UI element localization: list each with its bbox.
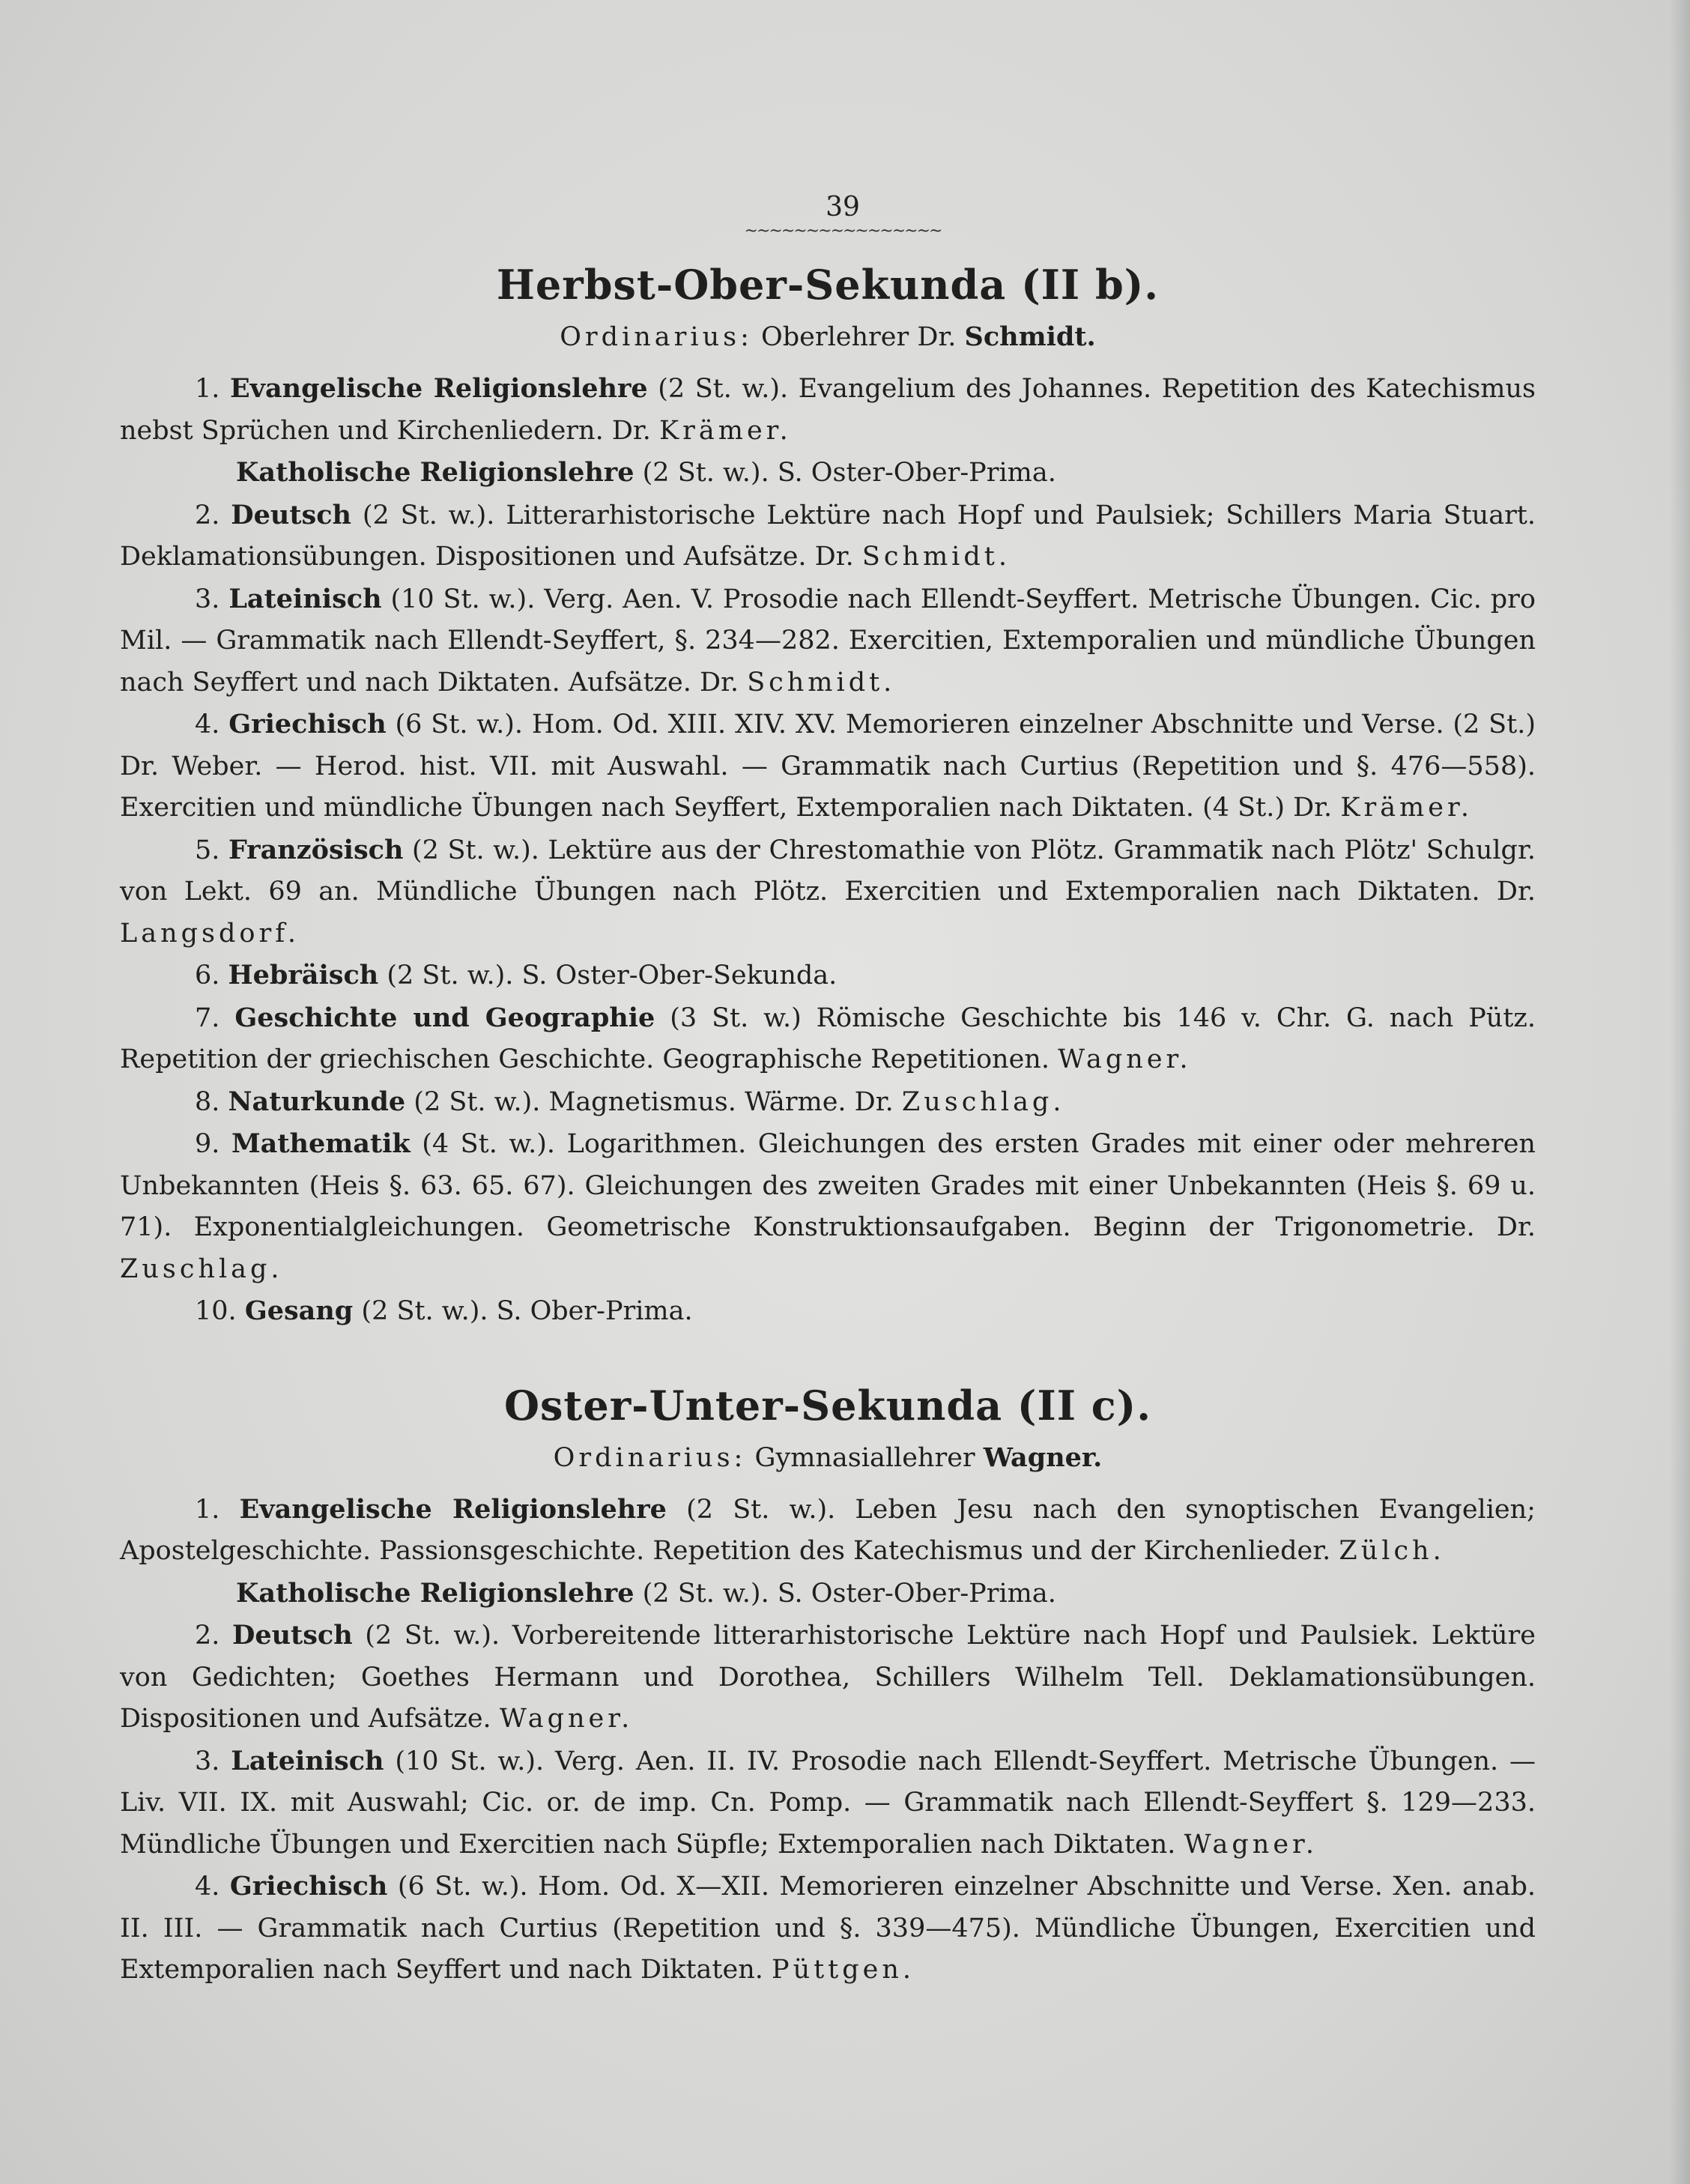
subject-number: 5.	[195, 835, 220, 865]
subject-number: 1.	[195, 1494, 220, 1525]
subject-teacher: Wagner.	[1058, 1044, 1192, 1074]
page-edge-shadow	[1669, 0, 1690, 2184]
subject-entry	[120, 1123, 1536, 1290]
subject-name: Evangelische Religionslehre	[229, 373, 648, 404]
subject-entry	[120, 494, 1536, 578]
subject-text: (2 St. w.). S. Oster-Ober-Sekunda.	[387, 961, 838, 990]
subject-name: Geschichte und Geographie	[234, 1002, 655, 1033]
subject-name: Griechisch	[228, 709, 387, 739]
section-ii-b	[120, 260, 1536, 1333]
subject-name: Katholische Religionslehre	[236, 1577, 634, 1609]
subject-number: 3.	[195, 1746, 220, 1776]
subject-text: (2 St. w.). Evangelium des Johannes. Repetition des Katechismus nebst Sprüchen und Kirchenliedern. Dr.	[120, 374, 1536, 446]
subject-name: Lateinisch	[228, 583, 382, 614]
subject-entry	[120, 1866, 1536, 1991]
subject-teacher: Krämer.	[659, 415, 792, 446]
ordinarius-name: Schmidt.	[964, 321, 1096, 352]
section-title: Oster-Unter-Sekunda (II c).	[503, 1381, 1152, 1430]
subject-teacher: Zülch.	[1339, 1536, 1445, 1566]
subject-entry	[120, 829, 1536, 955]
subject-text: (4 St. w.). Logarithmen. Gleichungen des ersten Grades mit einer oder mehreren Unbekannten (Heis §. 63. 65. 67). Gleichungen des zweiten Grades mit einer Unbekannten (Heis §. 69 u. 71). Exponentialgleichungen. Geometrische Konstruktionsaufgaben. Beginn der Trigonometrie. Dr.	[120, 1129, 1536, 1242]
ordinarius-line	[120, 320, 1536, 354]
subject-number: 6.	[195, 961, 220, 990]
ordinarius-title: Oberlehrer Dr.	[761, 322, 957, 352]
subject-number: 2.	[195, 1621, 220, 1651]
section-ii-c	[120, 1381, 1536, 1991]
subject-entry	[120, 1615, 1536, 1740]
subject-name: Französisch	[228, 834, 404, 865]
subject-number: 7.	[195, 1002, 220, 1033]
subject-name: Mathematik	[231, 1128, 411, 1159]
subject-entry	[120, 1081, 1536, 1124]
subject-number: 4.	[195, 710, 220, 739]
subject-name: Evangelische Religionslehre	[239, 1493, 667, 1525]
subject-name: Deutsch	[231, 499, 351, 530]
subject-entry	[120, 578, 1536, 704]
subject-number: 8.	[195, 1086, 220, 1117]
subject-name: Hebräisch	[228, 960, 379, 990]
page-content	[120, 191, 1536, 1991]
subject-number: 3.	[195, 584, 220, 614]
subject-name: Naturkunde	[228, 1086, 406, 1117]
subject-text: (6 St. w.). Hom. Od. X—XII. Memorieren einzelner Abschnitte und Verse. Xen. anab. II. III. — Grammatik nach Curtius (Repetition und §. 339—475). Mündliche Übungen, Exercitien und Extemporalien nach Seyffert und nach Diktaten.	[120, 1872, 1536, 1985]
subject-text: (6 St. w.). Hom. Od. XIII. XIV. XV. Memorieren einzelner Abschnitte und Verse. (2 St.) Dr. Weber. — Herod. hist. VII. mit Auswahl. — Grammatik nach Curtius (Repetition und §. 476—558). Exercitien und mündliche Übungen nach Seyffert, Extemporalien nach Diktaten. (4 St.) Dr.	[120, 710, 1536, 823]
subject-name: Lateinisch	[231, 1745, 384, 1776]
section-title: Herbst-Ober-Sekunda (II b).	[496, 261, 1160, 309]
subject-name: Katholische Religionslehre	[236, 457, 634, 488]
subject-entry	[120, 1573, 1536, 1615]
subject-name: Gesang	[244, 1295, 354, 1326]
subject-text: (2 St. w.). Lektüre aus der Chrestomathie von Plötz. Grammatik nach Plötz' Schulgr. von Lekt. 69 an. Mündliche Übungen nach Plötz. Exercitien und Extemporalien nach Diktaten. Dr.	[120, 835, 1536, 907]
subject-text: (10 St. w.). Verg. Aen. V. Prosodie nach Ellendt-Seyffert. Metrische Übungen. Cic. pro Mil. — Grammatik nach Ellendt-Seyffert, §. 234—282. Exercitien, Extemporalien und mündliche Übungen nach Seyffert und nach Diktaten. Aufsätze. Dr.	[120, 584, 1536, 698]
subject-entry	[120, 704, 1536, 829]
subject-number: 2.	[195, 500, 220, 530]
subject-entry	[120, 1740, 1536, 1866]
ordinarius-name: Wagner.	[983, 1442, 1103, 1473]
subject-text: (2 St. w.). S. Oster-Ober-Prima.	[642, 1578, 1056, 1609]
subject-text: (2 St. w.). Magnetismus. Wärme. Dr.	[414, 1086, 894, 1117]
subject-text: (10 St. w.). Verg. Aen. II. IV. Prosodie nach Ellendt-Seyffert. Metrische Übungen. — Liv. VII. IX. mit Auswahl; Cic. or. de imp. Cn. Pomp. — Grammatik nach Ellendt-Seyffert §. 129—233. Mündliche Übungen und Exercitien nach Süpfle; Extemporalien nach Diktaten.	[120, 1746, 1536, 1860]
subject-number: 4.	[195, 1872, 220, 1902]
subject-text: (2 St. w.). Vorbereitende litterarhistorische Lektüre nach Hopf und Paulsiek. Lektüre von Gedichten; Goethes Hermann und Dorothea, Schillers Wilhelm Tell. Deklamationsübungen. Dispositionen und Aufsätze.	[120, 1621, 1536, 1734]
subject-teacher: Schmidt.	[861, 542, 1011, 572]
subject-teacher: Wagner.	[499, 1704, 634, 1734]
subject-teacher: Püttgen.	[772, 1955, 915, 1985]
page-number: 39	[826, 192, 860, 223]
subject-entry	[120, 1290, 1536, 1333]
subject-teacher: Schmidt.	[747, 667, 896, 698]
subject-text: (2 St. w.). S. Ober-Prima.	[361, 1296, 693, 1326]
ornament-rule: ~~~~~~~~~~~~~~~~	[744, 222, 942, 241]
ordinarius-label: Ordinarius:	[560, 322, 753, 352]
subject-entry	[120, 955, 1536, 997]
subject-teacher: Krämer.	[1340, 793, 1473, 823]
ordinarius-label: Ordinarius:	[553, 1442, 747, 1473]
subject-name: Deutsch	[231, 1620, 353, 1651]
subject-number: 9.	[195, 1129, 220, 1159]
section-gap	[120, 1333, 1536, 1381]
ordinarius-title: Gymnasiallehrer	[754, 1442, 975, 1473]
subject-teacher: Zuschlag.	[901, 1086, 1065, 1117]
subject-entry	[120, 452, 1536, 494]
subject-number: 10.	[195, 1296, 237, 1326]
subject-number: 1.	[195, 374, 220, 404]
subject-entry	[120, 368, 1536, 452]
subject-teacher: Zuschlag.	[120, 1253, 283, 1284]
subject-entry	[120, 1489, 1536, 1573]
subject-text: (3 St. w.) Römische Geschichte bis 146 v. Chr. G. nach Pütz. Repetition der griechischen Geschichte. Geographische Repetitionen.	[120, 1002, 1536, 1074]
subject-name: Griechisch	[229, 1871, 388, 1902]
subject-text: (2 St. w.). S. Oster-Ober-Prima.	[642, 458, 1056, 488]
subject-teacher: Wagner.	[1184, 1829, 1318, 1860]
subject-entry	[120, 997, 1536, 1081]
ordinarius-line	[120, 1441, 1536, 1475]
subject-text: (2 St. w.). Litterarhistorische Lektüre nach Hopf und Paulsiek; Schillers Maria Stuart. Deklamationsübungen. Dispositionen und Aufsätze. Dr.	[120, 500, 1536, 572]
subject-teacher: Langsdorf.	[120, 918, 300, 949]
subject-text: (2 St. w.). Leben Jesu nach den synoptischen Evangelien; Apostelgeschichte. Passionsgeschichte. Repetition des Katechismus und der Kirchenlieder.	[120, 1494, 1536, 1566]
